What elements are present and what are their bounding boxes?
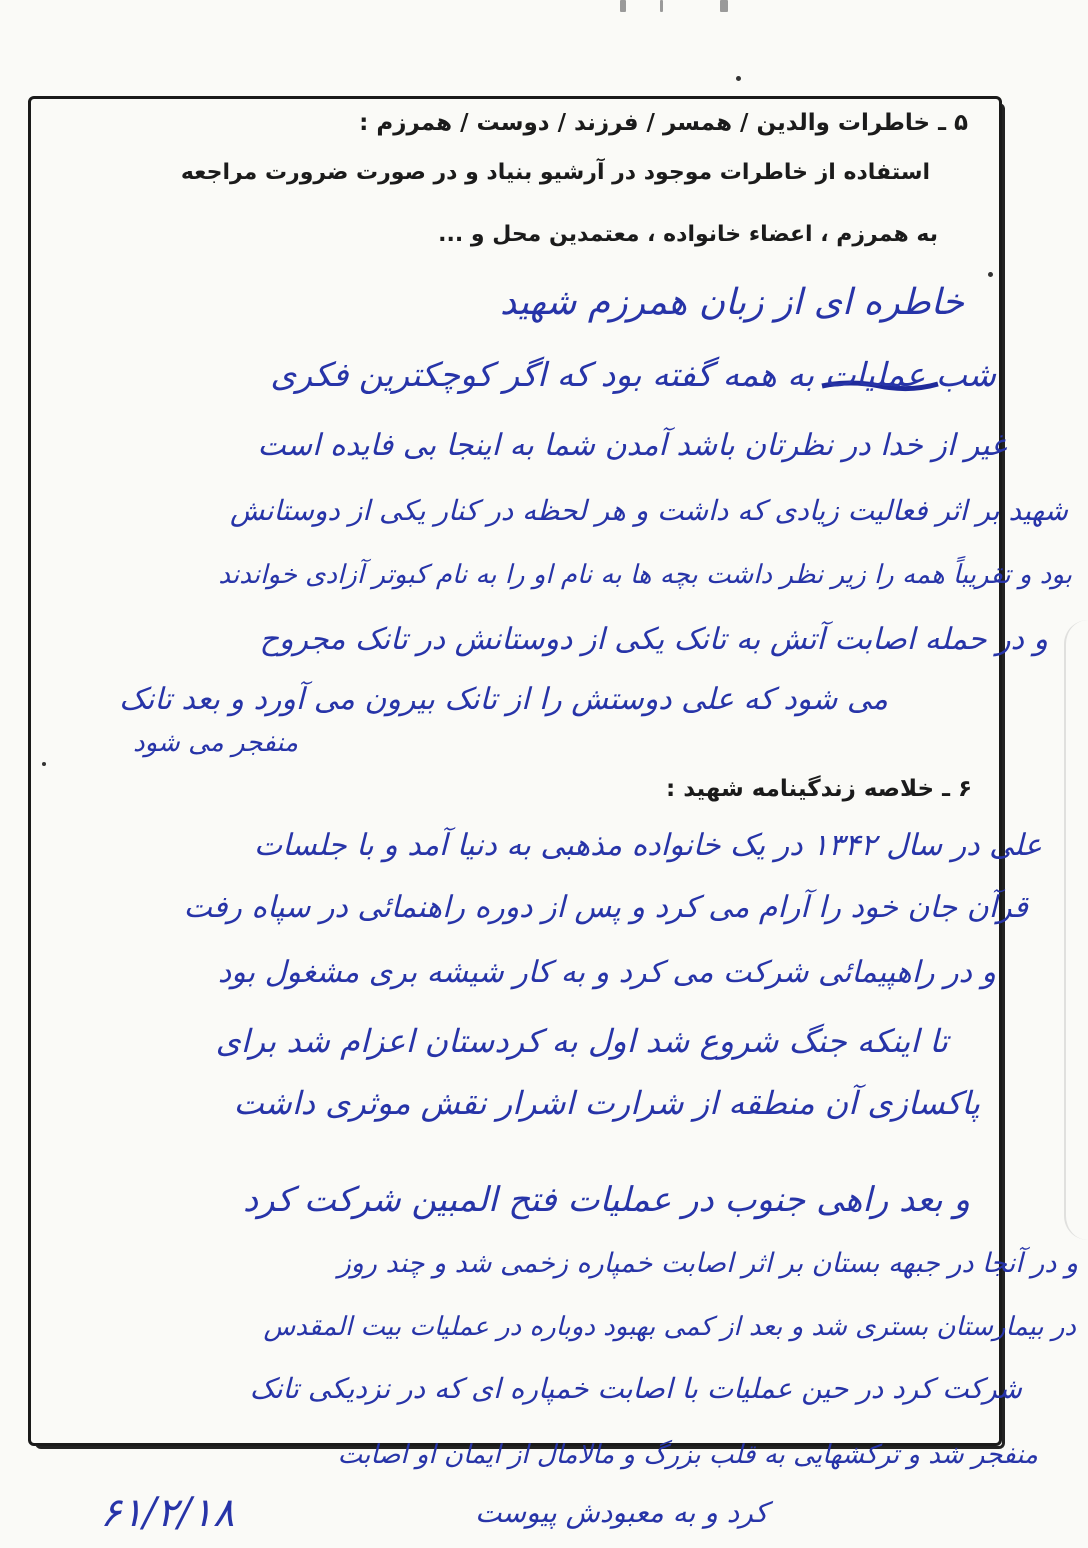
scan-edge-marks [600,0,760,14]
scan-dot [736,76,741,81]
section5-instructions-line1: استفاده از خاطرات موجود در آرشیو بنیاد و در صورت ضرورت مراجعه [180,160,930,185]
paper-edge-shadow [1064,620,1088,1240]
section5-line-5: و در حمله اصابت آتش به تانک یکی از دوستانش در تانک مجروح [259,622,1048,657]
section5-line-2: غیر از خدا در نظرتان باشد آمدن شما به اینجا بی فایده است [257,428,1006,463]
section6-line-3: و در راهپیمائی شرکت می کرد و به کار شیشه بری مشغول بود [217,955,996,990]
section6-line-11: کرد و به معبودش پیوست [475,1496,768,1529]
section6-line-2: قرآن جان خود را آرام می کرد و پس از دوره راهنمائی در سپاه رفت [183,890,1028,925]
section6-line-1: علی در سال ۱۳۴۲ در یک خانواده مذهبی به دنیا آمد و با جلسات [254,828,1042,863]
section6-line-10: منفجر شد و ترکشهایی به قلب بزرگ و مالامال از ایمان او اصابت [337,1440,1038,1470]
section5-line-6: می شود که علی دوستش را از تانک بیرون می آورد و بعد تانک [119,682,888,717]
section5-line-7: منفجر می شود [133,728,298,758]
handwritten-date: ۶۱/۲/۱۸ [100,1490,235,1536]
section5-handwritten-title: خاطره ای از زبان همرزم شهید [499,282,964,323]
section6-line-7: و در آنجا در جبهه بستان بر اثر اصابت خمپاره زخمی شد و چند روز [337,1248,1078,1279]
section5-heading: ۵ ـ خاطرات والدین / همسر / فرزند / دوست / همرزم : [359,110,968,136]
section5-instructions-line2: به همرزم ، اعضاء خانواده ، معتمدین محل و ... [438,222,938,247]
section5-line-1: شب عملیات به همه گفته بود که اگر کوچکترین فکری [270,355,996,394]
section5-line-3: شهید بر اثر فعالیت زیادی که داشت و هر لحظه در کنار یکی از دوستانش [229,494,1068,527]
section5-line-4: بود و تقریباً همه را زیر نظر داشت بچه ها به نام او را به نام کبوتر آزادی خواندند [218,560,1072,590]
section6-line-8: در بیمارستان بستری شد و بعد از کمی بهبود دوباره در عملیات بیت المقدس [263,1312,1076,1342]
section6-line-5: پاکسازی آن منطقه از شرارت اشرار نقش موثری داشت [233,1084,980,1122]
section6-line-9: شرکت کرد در حین عملیات با اصابت خمپاره ای که در نزدیکی تانک [249,1372,1022,1405]
section6-line-6: و بعد راهی جنوب در عملیات فتح المبین شرکت کرد [243,1180,970,1220]
section6-line-4: تا اینکه جنگ شروع شد اول به کردستان اعزام شد برای [215,1022,948,1060]
section6-heading: ۶ ـ خلاصه زندگینامه شهید : [666,776,972,802]
